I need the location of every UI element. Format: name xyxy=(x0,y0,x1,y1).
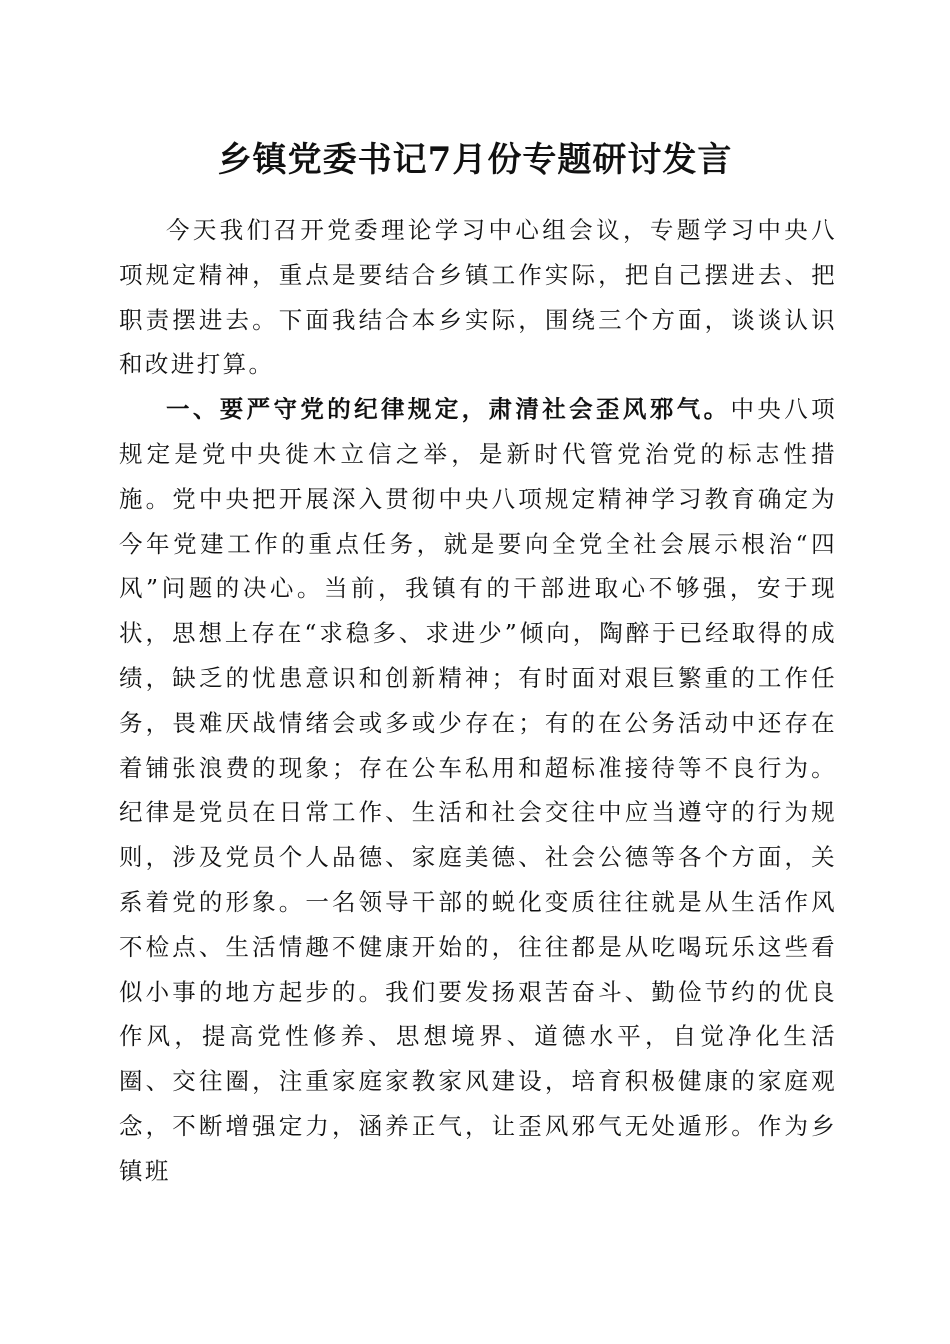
document-body xyxy=(119,208,837,1194)
paragraph-intro-text: 今天我们召开党委理论学习中心组会议，专题学习中央八项规定精神，重点是要结合乡镇工作实际，把自己摆进去、把职责摆进去。下面我结合本乡实际，围绕三个方面，谈谈认识和改进打算。 xyxy=(119,216,837,379)
section-one-heading: 一、要严守党的纪律规定，肃清社会歪风邪气。 xyxy=(166,395,731,424)
paragraph-intro xyxy=(119,208,837,387)
document-title: 乡镇党委书记7月份专题研讨发言 xyxy=(217,140,733,180)
section-one-text: 中央八项规定是党中央徙木立信之举，是新时代管党治党的标志性措施。党中央把开展深入贯彻中央八项规定精神学习教育确定为今年党建工作的重点任务，就是要向全党全社会展示根治“四风”问题的决心。当前，我镇有的干部进取心不够强，安于现状，思想上存在“求稳多、求进少”倾向，陶醉于已经取得的成绩，缺乏的忧患意识和创新精神；有时面对艰巨繁重的工作任务，畏难厌战情绪会或多或少存在；有的在公务活动中还存在着铺张浪费的现象；存在公车私用和超标准接待等不良行为。纪律是党员在日常工作、生活和社会交往中应当遵守的行为规则，涉及党员个人品德、家庭美德、社会公德等各个方面，关系着党的形象。一名领导干部的蜕化变质往往就是从生活作风不检点、生活情趣不健康开始的，往往都是从吃喝玩乐这些看似小事的地方起步的。我们要发扬艰苦奋斗、勤俭节约的优良作风，提高党性修养、思想境界、道德水平，自觉净化生活圈、交往圈，注重家庭家教家风建设，培育积极健康的家庭观念，不断增强定力，涵养正气，让歪风邪气无处遁形。作为乡镇班 xyxy=(119,395,837,1185)
paragraph-section-one xyxy=(119,387,837,1193)
